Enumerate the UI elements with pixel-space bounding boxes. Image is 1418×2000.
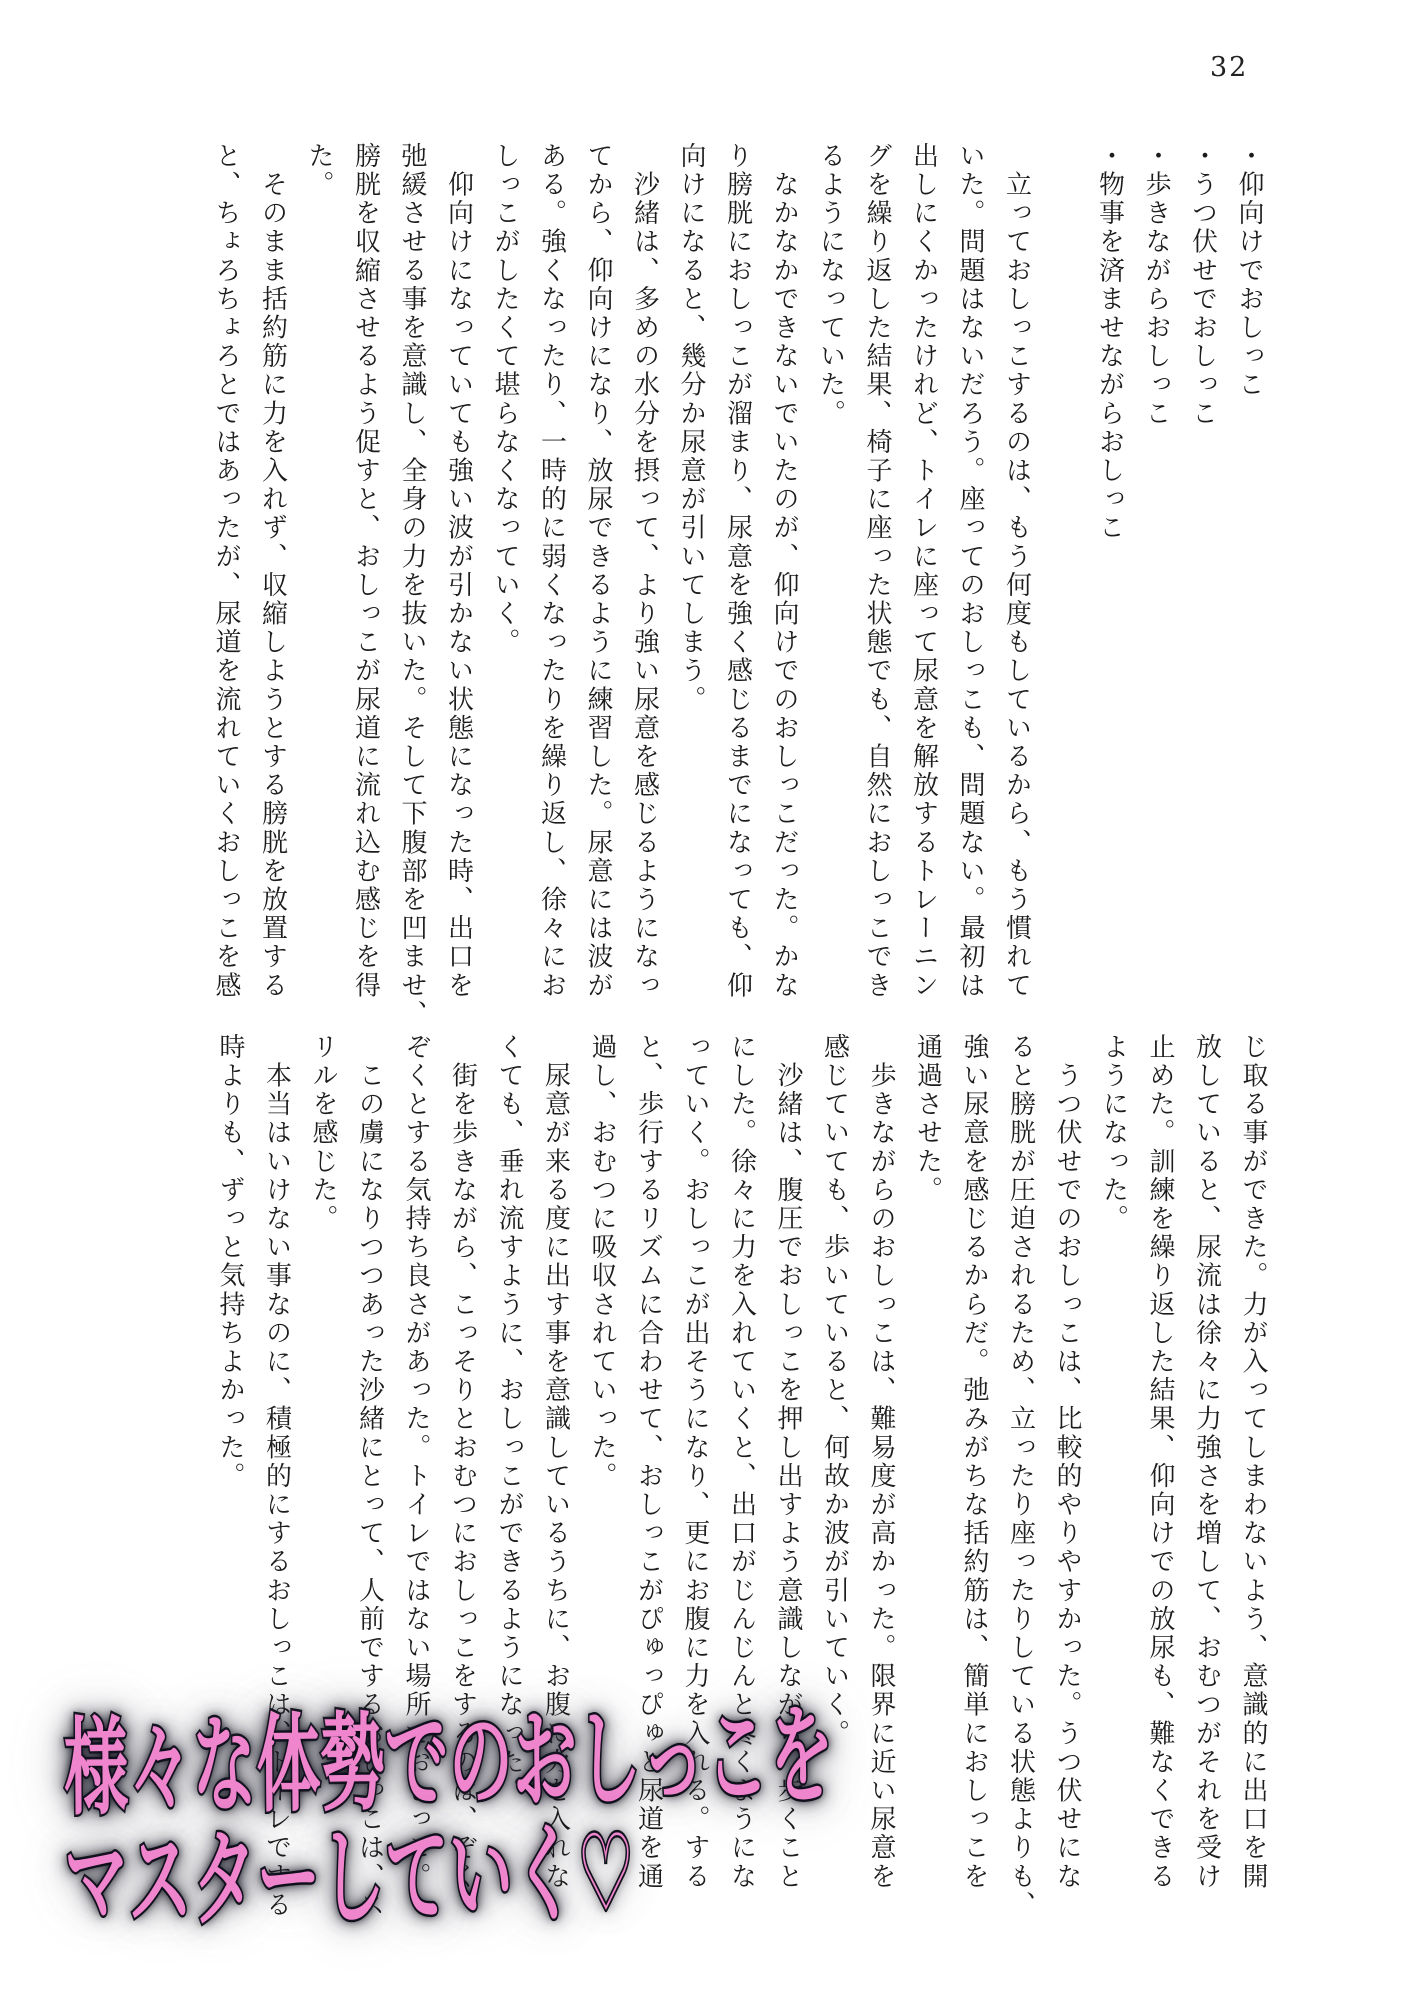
page-number: 32 xyxy=(1210,52,1249,83)
text-column: てから、仰向けになり、放尿できるように練習した。尿意には波が xyxy=(583,142,613,1000)
text-column: なかなかできないでいたのが、仰向けでのおしっこだった。かな xyxy=(769,142,799,1000)
text-column: 感じていても、歩いていると、何故か波が引いていく。 xyxy=(819,1033,850,1748)
overlay-title-line1: 様々な体勢でのおしっこを xyxy=(63,1693,834,1830)
text-column: 時よりも、ずっと気持ちよかった。 xyxy=(215,1033,245,1491)
text-column: ・物事を済ませながらおしっこ xyxy=(1094,142,1125,543)
text-column: リルを感じた。 xyxy=(308,1033,338,1234)
text-column: ると膀胱が圧迫されるため、立ったり座ったりしている状態よりも、 xyxy=(1005,1033,1036,1920)
text-column: くても、垂れ流すように、おしっこができるようになった。 xyxy=(494,1033,524,1806)
text-column: 出しにくかったけれど、トイレに座って尿意を解放するトレーニン xyxy=(908,142,939,1000)
text-column: ・歩きながらおしっこ xyxy=(1141,142,1171,428)
text-column: 街を歩きながら、こっそりとおむつにおしっこをするのは、ぞく xyxy=(447,1033,478,1891)
text-column: 沙緒は、腹圧でおしっこを押し出すよう意識しながら、歩くこと xyxy=(773,1033,803,1891)
text-column: 強い尿意を感じるからだ。弛みがちな括約筋は、簡単におしっこを xyxy=(959,1033,989,1891)
text-column: た。 xyxy=(304,142,334,200)
text-column: と、歩行するリズムに合わせて、おしっこがぴゅっぴゅと尿道を通 xyxy=(633,1033,664,1891)
text-column: いた。問題はないだろう。座ってのおしっこも、問題ない。最初は xyxy=(955,142,985,1000)
text-column: しっこがしたくて堪らなくなっていく。 xyxy=(490,142,520,657)
text-column: 膀胱を収縮させるよう促すと、おしっこが尿道に流れ込む感じを得 xyxy=(350,142,381,1000)
text-column: 本当はいけない事なのに、積極的にするおしっこは、トイレでする xyxy=(261,1033,292,1920)
text-column: と、ちょろちょろとではあったが、尿道を流れていくおしっこを感 xyxy=(211,142,241,1000)
text-column: 向けになると、幾分か尿意が引いてしまう。 xyxy=(676,142,706,714)
text-column: 沙緒は、多めの水分を摂って、より強い尿意を感じるようになっ xyxy=(629,142,660,1000)
text-column: 立っておしっこするのは、もう何度もしているから、もう慣れて xyxy=(1001,142,1032,1000)
text-column: 弛緩させる事を意識し、全身の力を抜いた。そして下腹部を凹ませ、 xyxy=(397,142,427,1029)
text-column: この虜になりつつあった沙緒にとって、人前でするおしっこは、ス xyxy=(354,1033,385,1920)
overlay-title-line2: マスターしていく♡ xyxy=(63,1811,635,1944)
text-column: ・うつ伏せでおしっこ xyxy=(1187,142,1218,428)
text-column: 過し、おむつに吸収されていった。 xyxy=(587,1033,617,1491)
text-column: じ取る事ができた。力が入ってしまわないよう、意識的に出口を開 xyxy=(1238,1033,1268,1891)
text-column: うつ伏せでのおしっこは、比較的やりやすかった。うつ伏せにな xyxy=(1052,1033,1082,1891)
text-column: るようになっていた。 xyxy=(815,142,846,428)
text-column: 通過させた。 xyxy=(912,1033,943,1205)
text-column: ぞくとする気持ち良さがあった。トイレではない場所でおしっこ。 xyxy=(401,1033,431,1891)
text-column: 止めた。訓練を繰り返した結果、仰向けでの放尿も、難なくできる xyxy=(1145,1033,1175,1891)
text-column: グを繰り返した結果、椅子に座った状態でも、自然におしっこでき xyxy=(862,142,892,1000)
text-column: ・仰向けでおしっこ xyxy=(1234,142,1264,400)
text-column: 放していると、尿流は徐々に力強さを増して、おむつがそれを受け xyxy=(1191,1033,1222,1891)
text-column: り膀胱におしっこが溜まり、尿意を強く感じるまでになっても、仰 xyxy=(722,142,753,1000)
text-column: にした。徐々に力を入れていくと、出口がじんじんと疼くようにな xyxy=(726,1033,757,1891)
text-column: ある。強くなったり、一時的に弱くなったりを繰り返し、徐々にお xyxy=(536,142,567,1000)
text-column: そのまま括約筋に力を入れず、収縮しようとする膀胱を放置する xyxy=(257,142,288,1000)
text-column: っていく。おしっこが出そうになり、更にお腹に力を入れる。する xyxy=(680,1033,710,1891)
text-column: 尿意が来る度に出す事を意識しているうちに、お腹に力を入れな xyxy=(540,1033,571,1891)
text-section-top xyxy=(203,142,1273,1047)
text-column xyxy=(1040,142,1087,1047)
text-column: ようになった。 xyxy=(1098,1033,1129,1234)
text-column: 仰向けになっていても強い波が引かない状態になった時、出口を xyxy=(443,142,474,1000)
text-column: 歩きながらのおしっこは、難易度が高かった。限界に近い尿意を xyxy=(866,1033,896,1891)
